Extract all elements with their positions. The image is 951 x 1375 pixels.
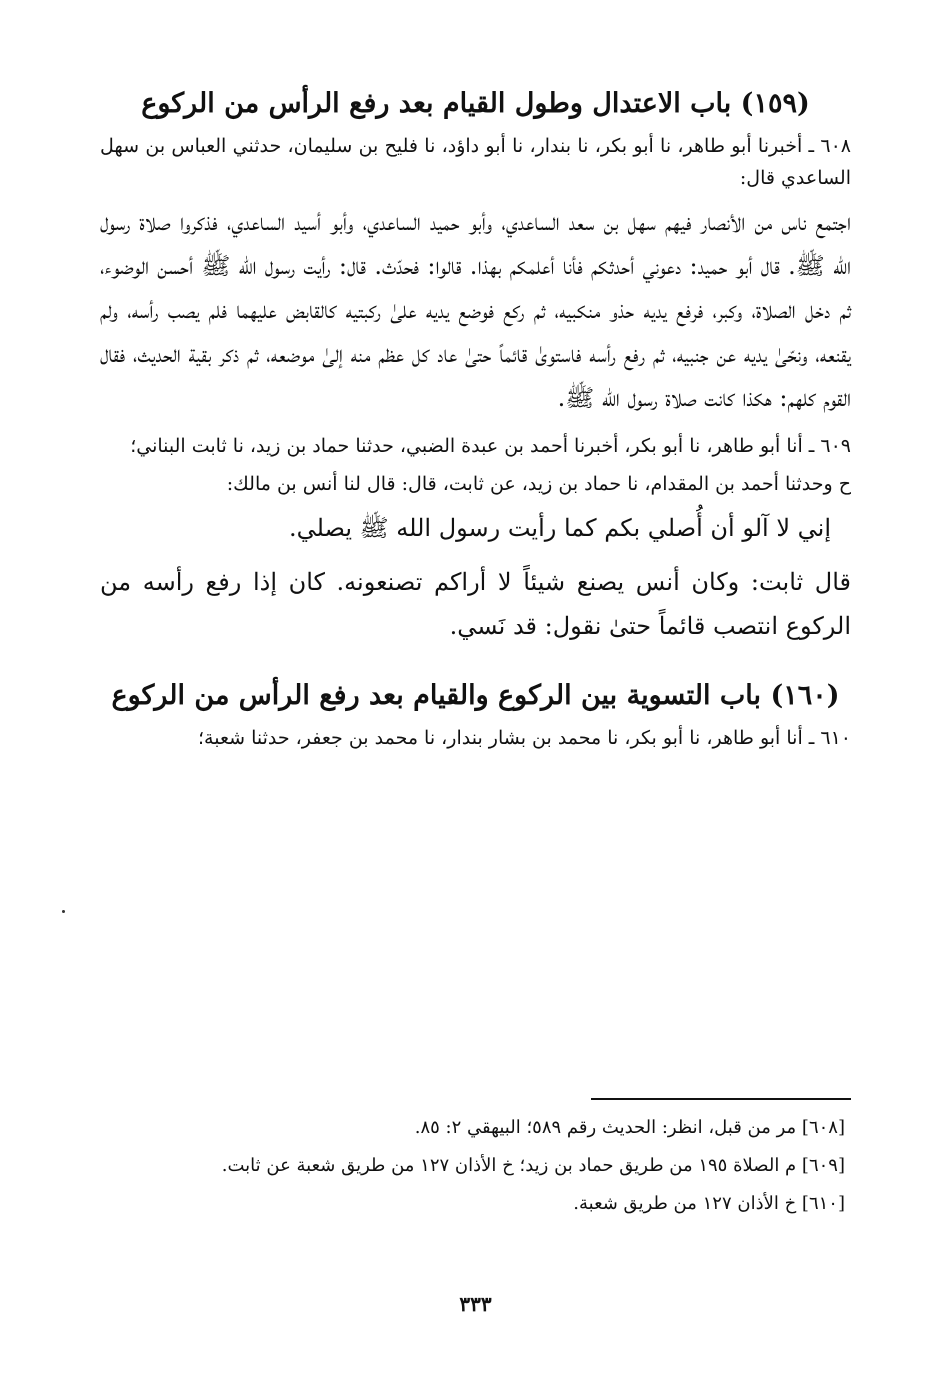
hadith-608-isnad: ٦٠٨ ـ أخبرنا أبو طاهر، نا أبو بكر، نا بندار، نا أبو داؤد، نا فليح بن سليمان، حدثني العباس بن سهل الساعدي قال: <box>100 135 851 189</box>
footnote-608: [٦٠٨] مر من قبل، انظر: الحديث رقم ٥٨٩؛ البيهقي ٢: ٨٥. <box>414 1117 845 1138</box>
footnote-609: [٦٠٩] م الصلاة ١٩٥ من طريق حماد بن زيد؛ خ الأذان ١٢٧ من طريق شعبة عن ثابت. <box>221 1155 845 1176</box>
footnote-divider <box>591 1098 851 1100</box>
hadith-608-matn: اجتمع ناس من الأنصار فيهم سهل بن سعد الساعدي، وأبو حميد الساعدي، وأبو أسيد الساعدي، فذكروا صلاة رسول الله ﷺ. قال أبو حميد: دعوني أحدثكم فأنا أعلمكم بهذا. قالوا: فحدّث. قال: رأيت رسول الله ﷺ أحسن الوضوء، ثم دخل الصلاة، وكبر، فرفع يديه حذو منكبيه، ثم ركع فوضع يديه علىٰ ركبتيه كالقابض عليهما فلم يصب رأسه، ولم يقنعه، ونحّىٰ يديه عن جنبيه، ثم رفع رأسه فاستوىٰ قائماً حتىٰ عاد كل عظم منه إلىٰ موضعه، ثم ذكر بقية الحديث، فقال القوم كلهم: هكذا كانت صلاة رسول الله ﷺ. <box>100 208 851 412</box>
hadith-610-isnad: ٦١٠ ـ أنا أبو طاهر، نا أبو بكر، نا محمد بن بشار بندار، نا محمد بن جعفر، حدثنا شعبة؛ <box>198 727 851 749</box>
hadith-609-matn-2: قال ثابت: وكان أنس يصنع شيئاً لا أراكم تصنعونه. كان إذا رفع رأسه من الركوع انتصب قائماً حتىٰ نقول: قد نَسي. <box>100 568 851 640</box>
chapter-title-160: (١٦٠) باب التسوية بين الركوع والقيام بعد رفع الرأس من الركوع <box>111 680 840 711</box>
footnote-610: [٦١٠] خ الأذان ١٢٧ من طريق شعبة. <box>573 1193 845 1214</box>
hadith-609-isnad-1: ٦٠٩ ـ أنا أبو طاهر، نا أبو بكر، أخبرنا أحمد بن عبدة الضبي، حدثنا حماد بن زيد، نا ثابت البناني؛ <box>130 435 851 457</box>
chapter-title-159: (١٥٩) باب الاعتدال وطول القيام بعد رفع الرأس من الركوع <box>141 88 810 119</box>
page-body <box>100 82 851 760</box>
scan-speck <box>62 910 65 913</box>
page-number: ٣٣٣ <box>459 1292 492 1316</box>
hadith-609-matn-1: إني لا آلو أن أُصلي بكم كما رأيت رسول الله ﷺ يصلي. <box>288 514 831 542</box>
footnotes <box>100 1112 851 1226</box>
hadith-609-isnad-2: ح وحدثنا أحمد بن المقدام، نا حماد بن زيد، عن ثابت، قال: قال لنا أنس بن مالك: <box>226 473 851 495</box>
